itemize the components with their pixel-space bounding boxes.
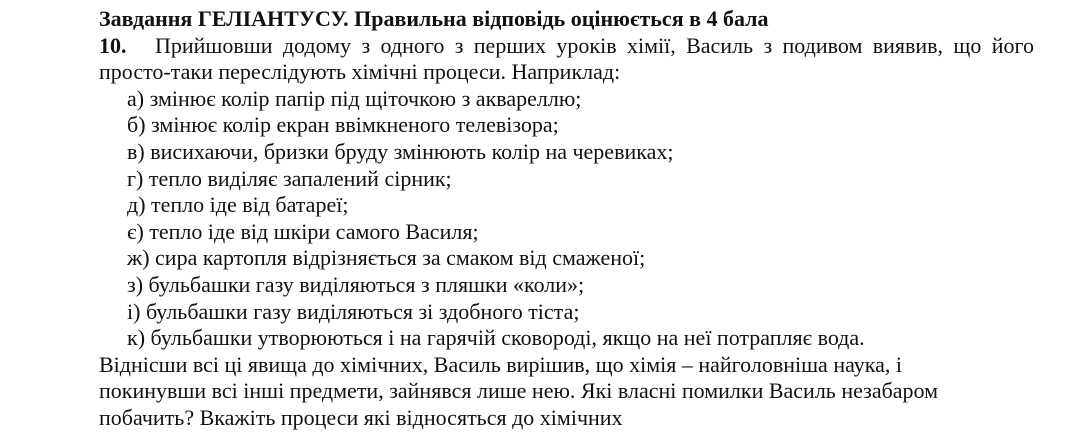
closing-line: покинувши всі інші предмети, зайнявся лише нею. Які власні помилки Василь незабаром [99, 378, 939, 404]
list-item: б) змінює колір екран ввімкненого телевізора; [127, 112, 559, 138]
list-item: г) тепло виділяє запалений сірник; [127, 165, 452, 191]
phenomena-list [99, 86, 1034, 352]
closing-line: побачить? Вкажіть процеси які відносяться до хімічних [99, 404, 623, 430]
document [99, 6, 1034, 432]
closing-line: Віднісши всі ці явища до хімічних, Василь вирішив, що хімія – найголовніша наука, і [99, 351, 902, 377]
list-item: д) тепло іде від батареї; [127, 192, 349, 218]
task-heading: Завдання ГЕЛІАНТУСУ. Правильна відповідь оцінюється в 4 бала [99, 6, 769, 31]
list-item: є) тепло іде від шкіри самого Василя; [127, 218, 479, 244]
list-item: і) бульбашки газу виділяються зі здобного тіста; [127, 298, 580, 324]
list-item: к) бульбашки утворюються і на гарячій сковороді, якщо на неї потрапляє вода. [127, 325, 865, 351]
list-item: ж) сира картопля відрізняється за смаком від смаженої; [127, 245, 646, 271]
list-item: а) змінює колір папір під щіточкою з аквареллю; [127, 85, 582, 111]
list-item: в) висихаючи, бризки бруду змінюють колір на черевиках; [127, 138, 674, 164]
closing-paragraph [99, 352, 1034, 432]
task-intro-paragraph [99, 33, 1034, 86]
task-intro-text: Прийшовши додому з одного з перших уроків хімії, Василь з подивом виявив, що його просто-таки переслідують хімічні процеси. Наприклад: [99, 32, 1034, 85]
task-number: 10. [99, 32, 127, 58]
list-item: з) бульбашки газу виділяються з пляшки «коли»; [127, 271, 585, 297]
